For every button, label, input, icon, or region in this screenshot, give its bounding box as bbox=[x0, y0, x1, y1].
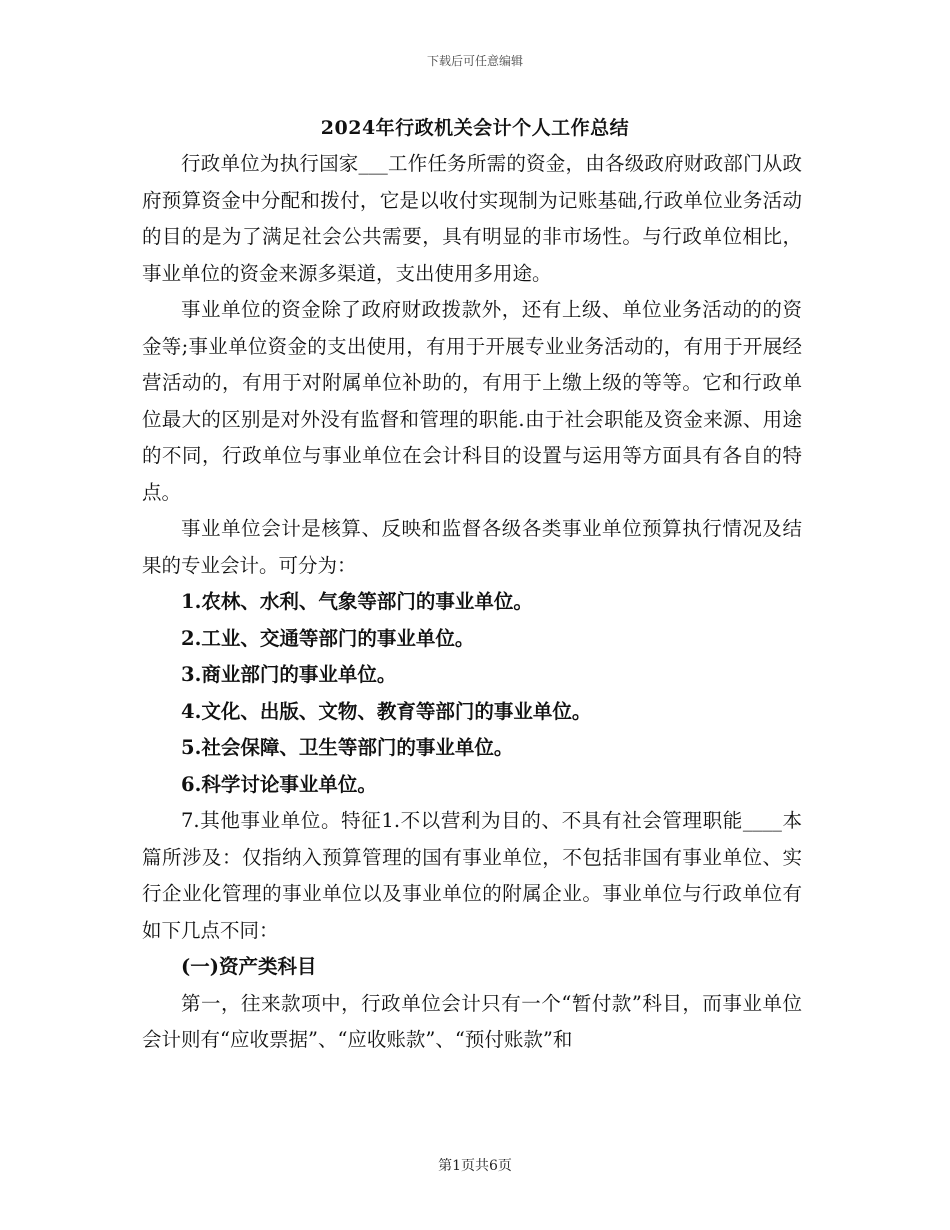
paragraph-3: 事业单位会计是核算、反映和监督各级各类事业单位预算执行情况及结果的专业会计。可分为： bbox=[142, 517, 802, 577]
paragraph-5: 第一，往来款项中，行政单位会计只有一个“暂付款”科目，而事业单位会计则有“应收票据”、“应收账款”、“预付账款”和 bbox=[142, 991, 802, 1051]
paragraph-2: 事业单位的资金除了政府财政拨款外，还有上级、单位业务活动的的资金等;事业单位资金的支出使用，有用于开展专业业务活动的，有用于开展经营活动的，有用于对附属单位补助的，有用于上缴上级的等等。它和行政单位最大的区别是对外没有监督和管理的职能.由于社会职能及资金来源、用途的不同，行政单位与事业单位在会计科目的设置与运用等方面具有各自的特点。 bbox=[142, 298, 802, 504]
page-header-note: 下载后可任意编辑 bbox=[426, 54, 523, 68]
document-title: 2024年行政机关会计个人工作总结 bbox=[320, 117, 630, 139]
paragraph-1: 行政单位为执行国家___工作任务所需的资金，由各级政府财政部门从政府预算资金中分配和拨付，它是以收付实现制为记账基础,行政单位业务活动的目的是为了满足社会公共需要，具有明显的非市场性。与行政单位相比，事业单位的资金来源多渠道，支出使用多用途。 bbox=[142, 152, 802, 285]
section-heading: (一)资产类科目 bbox=[181, 955, 317, 978]
list-item-1: 1.农林、水利、气象等部门的事业单位。 bbox=[181, 590, 533, 613]
list-item-4: 4.文化、出版、文物、教育等部门的事业单位。 bbox=[181, 699, 592, 723]
list-item-5: 5.社会保障、卫生等部门的事业单位。 bbox=[181, 736, 514, 759]
list-item-6: 6.科学讨论事业单位。 bbox=[181, 772, 377, 796]
list-item-2: 2.工业、交通等部门的事业单位。 bbox=[181, 626, 475, 650]
page-number: 第1页共6页 bbox=[438, 1158, 512, 1174]
paragraph-4: 7.其他事业单位。特征1.不以营利为目的、不具有社会管理职能____本篇所涉及：仅指纳入预算管理的国有事业单位，不包括非国有事业单位、实行企业化管理的事业单位以及事业单位的附属企业。事业单位与行政单位有如下几点不同： bbox=[142, 809, 802, 942]
list-item-3: 3.商业部门的事业单位。 bbox=[181, 663, 397, 686]
document-body bbox=[142, 146, 802, 1059]
